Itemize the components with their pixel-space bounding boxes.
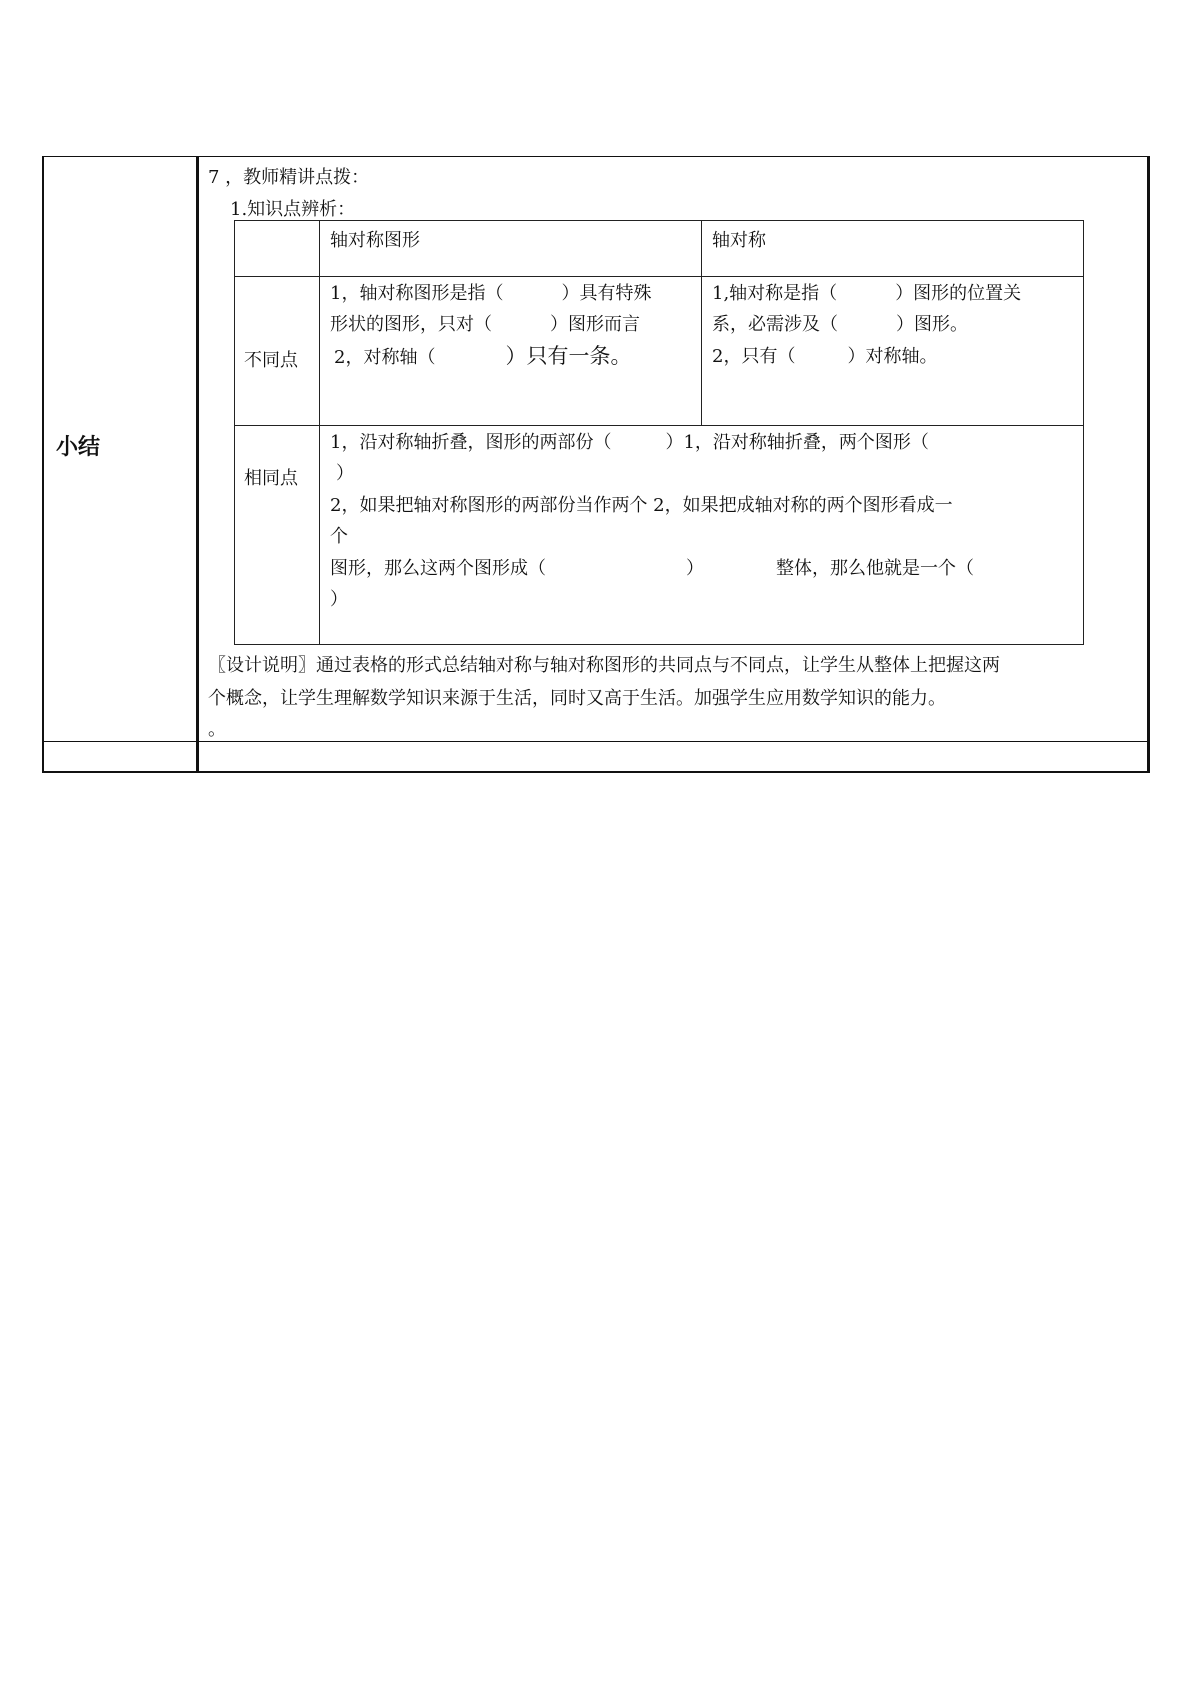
header-col2: 轴对称 [712,230,766,251]
diff-col2-line3: 2，只有（ ）对称轴。 [712,346,938,367]
inner-border-top [234,220,1084,221]
inner-border-bottom [234,644,1084,645]
row-label-diff: 不同点 [244,350,298,371]
inner-border-right [1083,220,1084,645]
table-column-divider [196,156,199,773]
inner-col-divider-2 [701,220,702,425]
inner-row-divider-2 [234,425,1084,426]
diff-col2-line2: 系，必需涉及（ ）图形。 [712,314,968,335]
section-label: 小结 [55,435,100,460]
diff-col1-line3: 2，对称轴（ ）只有一条。 [334,344,632,368]
design-note-line3: 。 [208,719,226,740]
inner-border-left [234,220,235,645]
diff-col1-line1: 1，轴对称图形是指（ ）具有特殊 [330,283,652,304]
row-label-same: 相同点 [244,468,298,489]
table-border-top [42,156,1150,157]
table-border-right [1147,156,1150,773]
table-row-divider [42,741,1150,742]
table-border-bottom [42,771,1150,773]
same-line3: 2，如果把轴对称图形的两部份当作两个 2，如果把成轴对称的两个图形看成一 [330,495,953,516]
table-border-left [42,156,44,773]
diff-col2-line1: 1,轴对称是指（ ）图形的位置关 [712,283,1022,304]
design-note-line2: 个概念，让学生理解数学知识来源于生活，同时又高于生活。加强学生应用数学知识的能力。 [208,688,946,709]
design-note-line1: 〖设计说明〗通过表格的形式总结轴对称与轴对称图形的共同点与不同点，让学生从整体上把握这两 [208,655,1000,676]
header-col1: 轴对称图形 [330,230,420,251]
inner-row-divider-1 [234,276,1084,277]
subtitle: 1.知识点辨析： [230,199,356,220]
same-line6: ） [330,589,348,610]
diff-col1-line2: 形状的图形，只对（ ）图形而言 [330,314,640,335]
same-line4: 个 [330,526,348,547]
same-line1: 1，沿对称轴折叠，图形的两部份（ ）1，沿对称轴折叠，两个图形（ [330,432,929,453]
step-title: 7 ，教师精讲点拨： [208,167,370,188]
inner-col-divider-1 [319,220,320,645]
same-line5: 图形，那么这两个图形成（ ） 整体，那么他就是一个（ [330,558,974,579]
same-line2: ） [336,463,354,484]
